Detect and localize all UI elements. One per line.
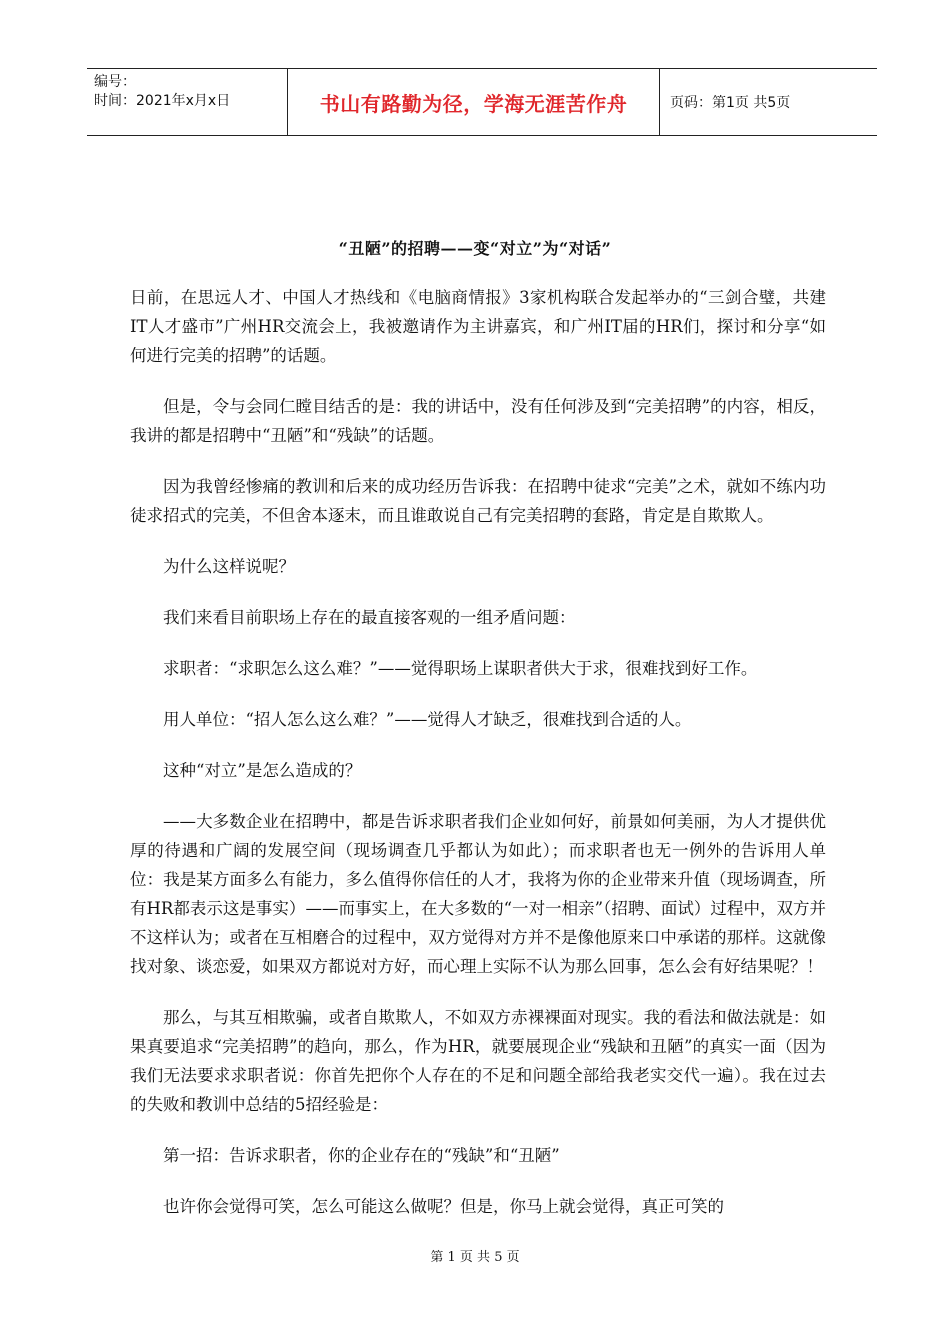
paragraph: 也许你会觉得可笑，怎么可能这么做呢？但是，你马上就会觉得，真正可笑的 [163, 1197, 724, 1216]
header-meta-cell [87, 69, 288, 135]
paragraph: 第一招：告诉求职者，你的企业存在的“残缺”和“丑陋” [163, 1146, 560, 1165]
paragraph: 日前，在思远人才、中国人才热线和《电脑商情报》3家机构联合发起举办的“三剑合璧，共建IT人才盛市”广州HR交流会上，我被邀请作为主讲嘉宾，和广州IT届的HR们，探讨和分享“如何进行完美的招聘”的话题。 [130, 288, 826, 365]
header-motto: 书山有路勤为径，学海无涯苦作舟 [319, 91, 628, 116]
document-time-label: 时间：2021年x月x日 [94, 93, 231, 109]
paragraph: ——大多数企业在招聘中，都是告诉求职者我们企业如何好，前景如何美丽，为人才提供优厚的待遇和广阔的发展空间（现场调查几乎都认为如此）；而求职者也无一例外的告诉用人单位：我是某方面多么有能力，多么值得你信任的人才，我将为你的企业带来升值（现场调查，所有HR都表示这是事实）——而事实上，在大多数的“一对一相亲”（招聘、面试）过程中，双方并不这样认为；或者在互相磨合的过程中，双方觉得对方并不是像他原来口中承诺的那样。这就像找对象、谈恋爱，如果双方都说对方好，而心理上实际不认为那么回事，怎么会有好结果呢？！ [130, 812, 826, 976]
paragraph: 用人单位：“招人怎么这么难？”——觉得人才缺乏，很难找到合适的人。 [163, 710, 692, 729]
document-number-label: 编号： [94, 74, 136, 90]
page-footer: 第 1 页 共 5 页 [430, 1250, 520, 1265]
paragraph: 我们来看目前职场上存在的最直接客观的一组矛盾问题： [163, 608, 576, 627]
header-motto-cell [288, 69, 660, 135]
paragraph: 那么，与其互相欺骗，或者自欺欺人，不如双方赤裸裸面对现实。我的看法和做法就是：如果真要追求“完美招聘”的趋向，那么，作为HR，就要展现企业“残缺和丑陋”的真实一面（因为我们无法要求求职者说：你首先把你个人存在的不足和问题全部给我老实交代一遍）。我在过去的失败和教训中总结的5招经验是： [130, 1008, 826, 1114]
header-page-info: 页码：第1页 共5页 [670, 95, 791, 111]
paragraph: 这种“对立”是怎么造成的？ [163, 761, 362, 780]
paragraph: 为什么这样说呢？ [163, 557, 295, 576]
article-body [130, 283, 826, 1243]
paragraph: 因为我曾经惨痛的教训和后来的成功经历告诉我：在招聘中徒求“完美”之术，就如不练内功徒求招式的完美，不但舍本逐末，而且谁敢说自己有完美招聘的套路，肯定是自欺欺人。 [130, 477, 826, 525]
article-title: “丑陋”的招聘——变“对立”为“对话” [338, 239, 612, 258]
header-page-cell [660, 69, 877, 135]
paragraph: 求职者：“求职怎么这么难？”——觉得职场上谋职者供大于求，很难找到好工作。 [163, 659, 758, 678]
paragraph: 但是，令与会同仁瞠目结舌的是：我的讲话中，没有任何涉及到“完美招聘”的内容，相反，我讲的都是招聘中“丑陋”和“残缺”的话题。 [130, 397, 826, 445]
page-header [87, 68, 877, 136]
